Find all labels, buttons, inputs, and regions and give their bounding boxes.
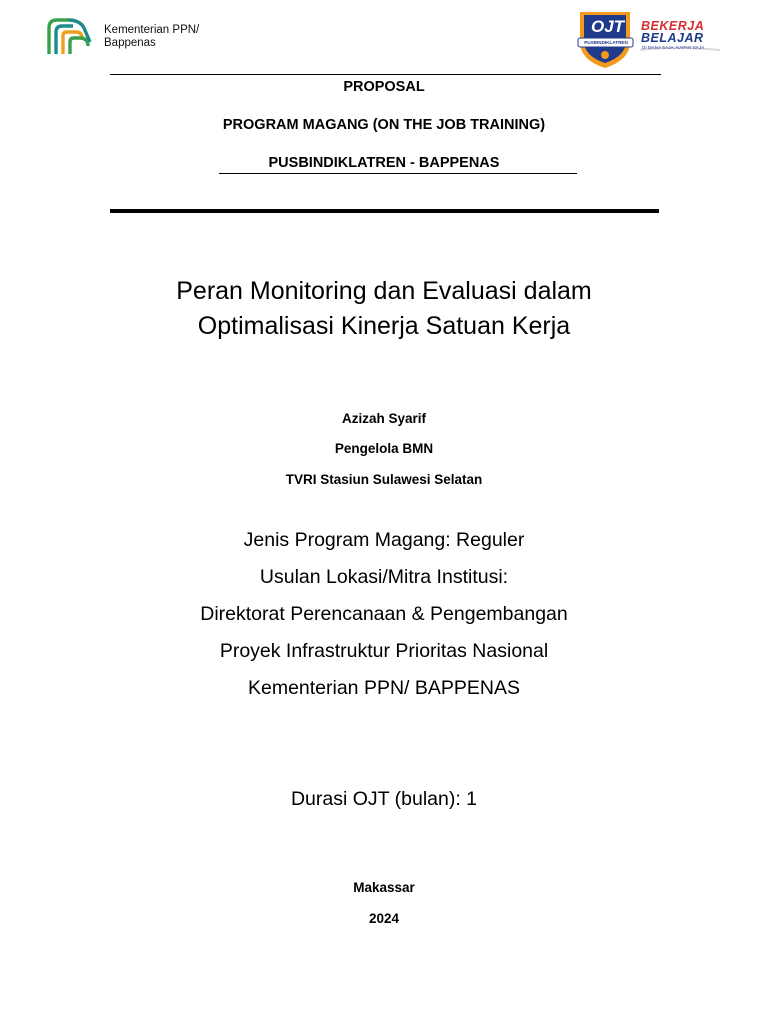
author-name: Azizah Syarif: [341, 411, 427, 426]
footer-year: 2024: [368, 911, 400, 926]
author-position: Pengelola BMN: [334, 441, 434, 456]
location-line3: Kementerian PPN/ BAPPENAS: [247, 677, 521, 699]
organizer-title: PUSBINDIKLATREN - BAPPENAS: [268, 155, 500, 171]
top-rule: [110, 74, 661, 75]
ojt-duration: Durasi OJT (bulan): 1: [290, 788, 478, 810]
ojt-slogan-line1: BEKERJA: [641, 19, 705, 33]
author-institution: TVRI Stasiun Sulawesi Selatan: [285, 472, 483, 487]
program-type: Jenis Program Magang: Reguler: [243, 529, 525, 551]
program-title: PROGRAM MAGANG (ON THE JOB TRAINING): [222, 117, 546, 133]
location-line2: Proyek Infrastruktur Prioritas Nasional: [219, 640, 549, 662]
location-line1: Direktorat Perencanaan & Pengembangan: [200, 603, 568, 625]
footer-city: Makassar: [353, 880, 415, 895]
ojt-badge-ribbon: PUSBINDIKLATREN: [584, 40, 628, 45]
document-title-line1: Peran Monitoring dan Evaluasi dalam: [176, 277, 592, 305]
organizer-underline: [219, 173, 577, 174]
thick-divider: [110, 209, 659, 213]
ojt-slogan-sub: DI MANA SAJA, KAPAN SAJA: [642, 45, 705, 50]
document-title-line2: Optimalisasi Kinerja Satuan Kerja: [197, 312, 571, 340]
ojt-badge: [574, 6, 724, 72]
location-label: Usulan Lokasi/Mitra Institusi:: [259, 566, 509, 588]
proposal-label: PROPOSAL: [343, 79, 425, 95]
bappenas-logo-icon: [46, 14, 96, 56]
ojt-slogan-line2: BELAJAR: [641, 31, 704, 45]
ministry-name: Kementerian PPN/ Bappenas: [104, 24, 200, 49]
ministry-logo: [46, 14, 246, 58]
ojt-badge-title: OJT: [591, 17, 625, 36]
